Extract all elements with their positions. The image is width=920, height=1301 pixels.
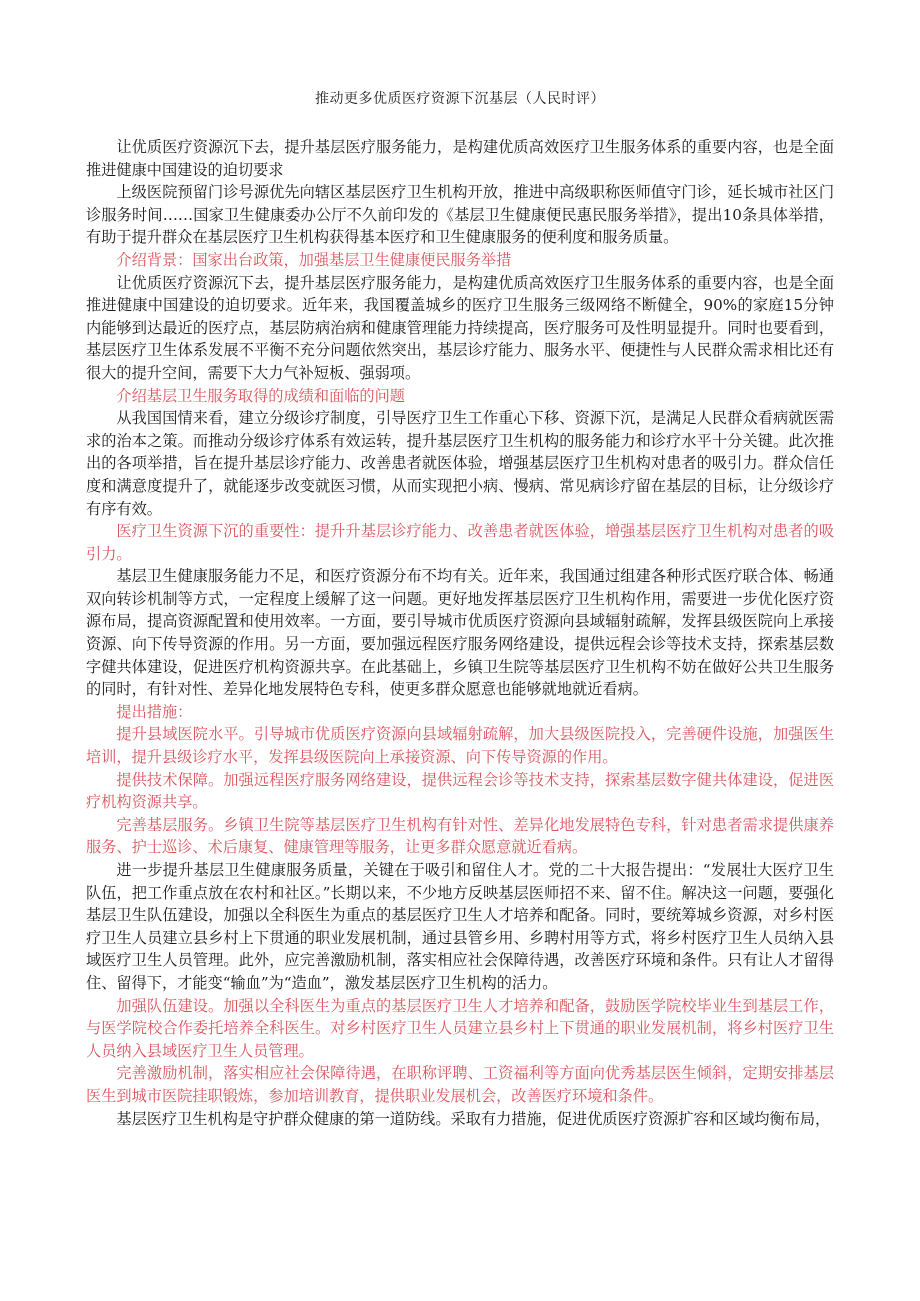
annotation-note: 加强队伍建设。加强以全科医生为重点的基层医疗卫生人才培养和配备，鼓励医学院校毕业生到基层工作，与医学院校合作委托培养全科医生。对乡村医疗卫生人员建立县乡村上下贯通的职业发展机制，将乡村医疗卫生人员纳入县域医疗卫生人员管理。 [86, 996, 834, 1060]
paragraph: 基层卫生健康服务能力不足，和医疗资源分布不均有关。近年来，我国通过组建各种形式医疗联合体、畅通双向转诊机制等方式，一定程度上缓解了这一问题。更好地发挥基层医疗卫生机构作用，需要进一步优化医疗资源布局，提高资源配置和使用效率。一方面，要引导城市优质医疗资源向县域辐射疏解，发挥县级医院向上承接资源、向下传导资源的作用。另一方面，要加强远程医疗服务网络建设，提供远程会诊等技术支持，探索基层数字健共体建设，促进医疗机构资源共享。在此基础上，乡镇卫生院等基层医疗卫生机构不妨在做好公共卫生服务的同时，有针对性、差异化地发展特色专科，使更多群众愿意也能够就地就近看病。 [86, 567, 834, 699]
paragraph: 让优质医疗资源沉下去，提升基层医疗服务能力，是构建优质高效医疗卫生服务体系的重要内容，也是全面推进健康中国建设的迫切要求。近年来，我国覆盖城乡的医疗卫生服务三级网络不断健全，90%的家庭15分钟内能够到达最近的医疗点，基层防病治病和健康管理能力持续提高，医疗服务可及性明显提升。同时也要看到，基层医疗卫生体系发展不平衡不充分问题依然突出，基层诊疗能力、服务水平、便捷性与人民群众需求相比还有很大的提升空间，需要下大力气补短板、强弱项。 [86, 273, 834, 382]
paragraph: 进一步提升基层卫生健康服务质量，关键在于吸引和留住人才。党的二十大报告提出：“发展壮大医疗卫生队伍，把工作重点放在农村和社区。”长期以来，不少地方反映基层医师招不来、留不住。解决这一问题，要强化基层卫生队伍建设，加强以全科医生为重点的基层医疗卫生人才培养和配备。同时，要统筹城乡资源，对乡村医疗卫生人员建立县乡村上下贯通的职业发展机制，通过县管乡用、乡聘村用等方式，将乡村医疗卫生人员纳入县域医疗卫生人员管理。此外，应完善激励机制，落实相应社会保障待遇，改善医疗环境和条件。只有让人才留得住、留得下，才能变“输血”为“造血”，激发基层医疗卫生机构的活力。 [86, 861, 834, 992]
annotation-note: 介绍基层卫生服务取得的成绩和面临的问题 [116, 386, 405, 405]
annotation-note: 提升县域医院水平。引导城市优质医疗资源向县域辐射疏解，加大县级医院投入，完善硬件设施，加强医生培训，提升县级诊疗水平，发挥县级医院向上承接资源、向下传导资源的作用。 [86, 725, 834, 767]
document-title: 推动更多优质医疗资源下沉基层（人民时评） [315, 91, 605, 107]
annotation-note: 完善激励机制，落实相应社会保障待遇，在职称评聘、工资福利等方面向优秀基层医生倾斜，定期安排基层医生到城市医院挂职锻炼，参加培训教育，提供职业发展机会，改善医疗环境和条件。 [86, 1064, 834, 1105]
annotation-note: 提供技术保障。加强远程医疗服务网络建设，提供远程会诊等技术支持，探索基层数字健共体建设，促进医疗机构资源共享。 [86, 770, 834, 812]
annotation-note: 介绍背景：国家出台政策，加强基层卫生健康便民服务举措 [116, 250, 512, 269]
document-body [86, 136, 834, 1130]
annotation-note: 医疗卫生资源下沉的重要性：提升升基层诊疗能力、改善患者就医体验，增强基层医疗卫生机构对患者的吸引力。 [86, 522, 834, 563]
annotation-note: 提出措施： [116, 702, 193, 721]
paragraph: 上级医院预留门诊号源优先向辖区基层医疗卫生机构开放，推进中高级职称医师值守门诊，延长城市社区门诊服务时间……国家卫生健康委办公厅不久前印发的《基层卫生健康便民惠民服务举措》，提出10条具体举措，有助于提升群众在基层医疗卫生机构获得基本医疗和卫生健康服务的便利度和服务质量。 [86, 183, 834, 247]
paragraph: 让优质医疗资源沉下去，提升基层医疗服务能力，是构建优质高效医疗卫生服务体系的重要内容，也是全面推进健康中国建设的迫切要求 [86, 138, 834, 179]
paragraph: 从我国国情来看，建立分级诊疗制度，引导医疗卫生工作重心下移、资源下沉，是满足人民群众看病就医需求的治本之策。而推动分级诊疗体系有效运转，提升基层医疗卫生机构的服务能力和诊疗水平十分关键。此次推出的各项举措，旨在提升基层诊疗能力、改善患者就医体验，增强基层医疗卫生机构对患者的吸引力。群众信任度和满意度提升了，就能逐步改变就医习惯，从而实现把小病、慢病、常见病诊疗留在基层的目标，让分级诊疗有序有效。 [86, 409, 834, 518]
annotation-note: 完善基层服务。乡镇卫生院等基层医疗卫生机构有针对性、差异化地发展特色专科，针对患者需求提供康养服务、护士巡诊、术后康复、健康管理等服务，让更多群众愿意就近看病。 [86, 815, 834, 857]
paragraph: 基层医疗卫生机构是守护群众健康的第一道防线。采取有力措施，促进优质医疗资源扩容和区域均衡布局， [116, 1109, 831, 1128]
